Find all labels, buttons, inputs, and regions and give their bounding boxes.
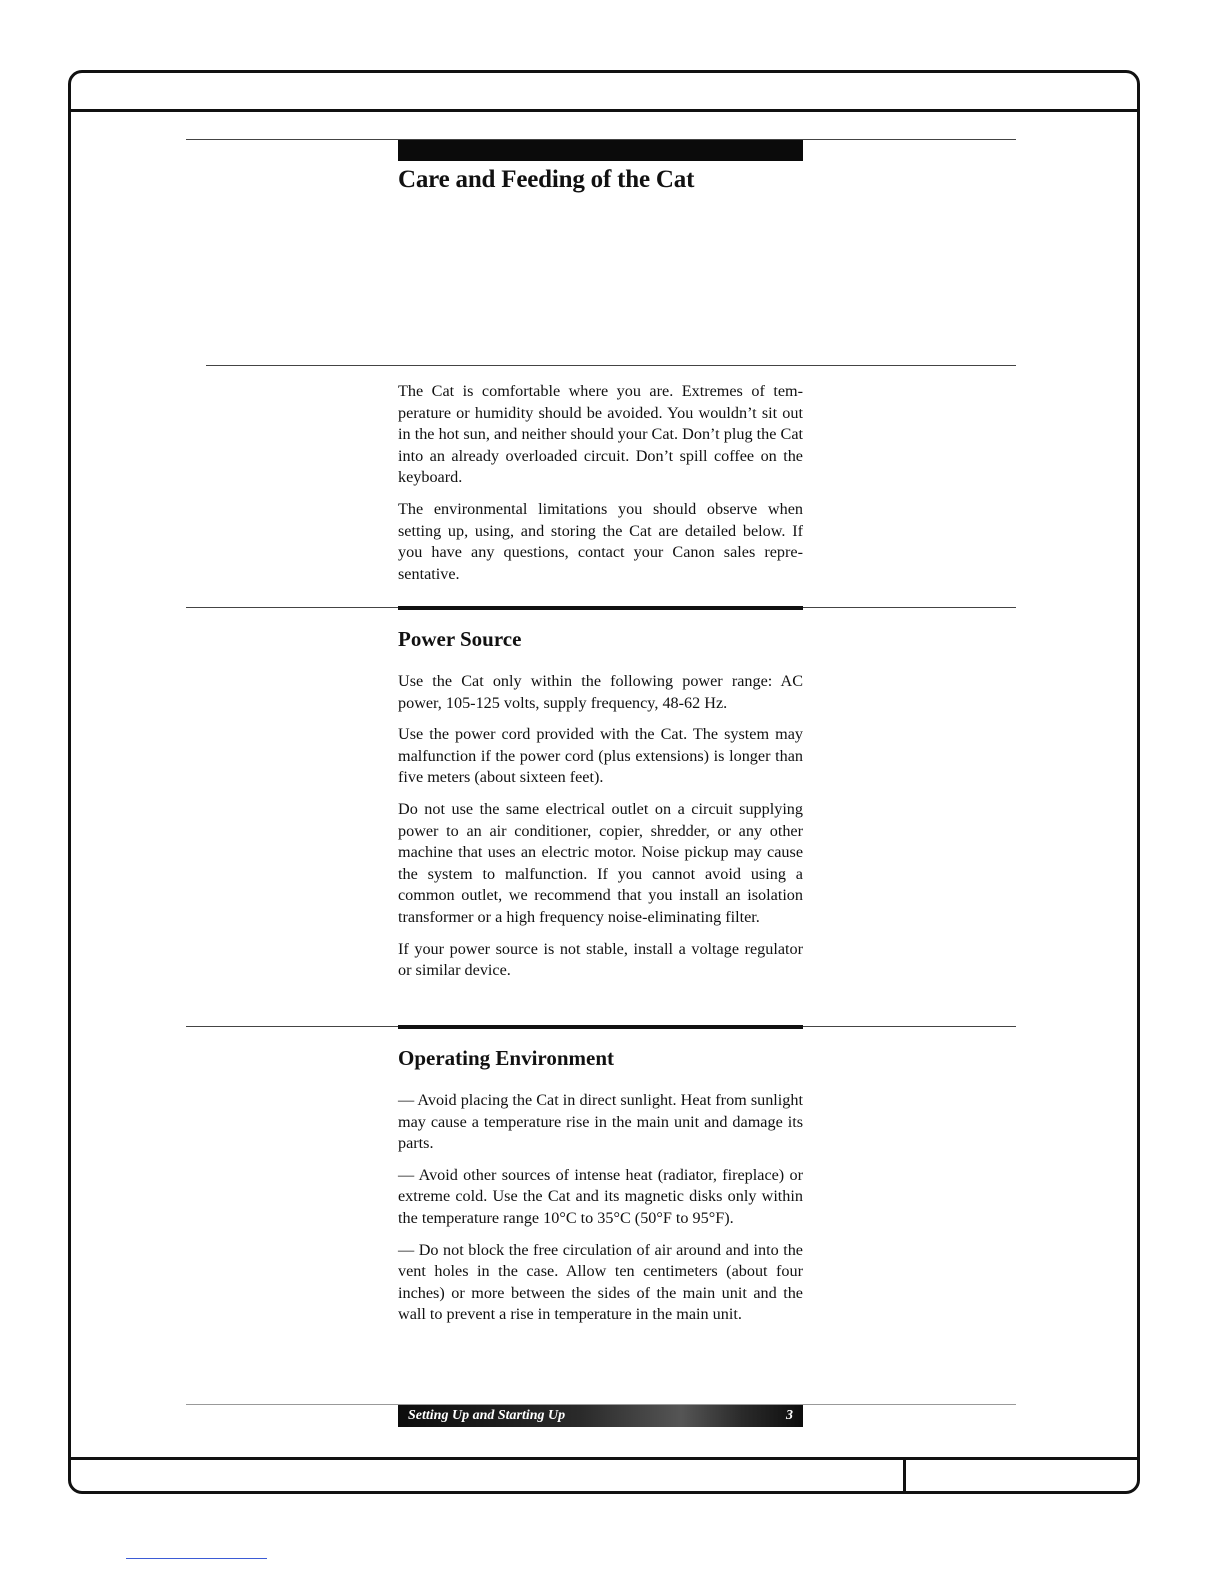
section-paragraph: Use the power cord provided with the Cat. The system may malfunction if the power cord (plus extensions) is longer than five meters (about sixteen feet). bbox=[398, 725, 803, 787]
section-operating-environment bbox=[398, 1046, 803, 1336]
intro-rule bbox=[206, 365, 1016, 366]
section-paragraph: Do not use the same electrical outlet on a circuit supplying power to an air conditioner, copier, shredder, or any other machine that uses an electric motor. Noise pickup may cause the system to malfunction. If you cannot avoid using a common outlet, we recommend that you install an isolation transformer or a high frequency noise-eliminating filter. bbox=[398, 799, 803, 926]
title-block bbox=[398, 166, 803, 194]
section-rule-thick bbox=[398, 606, 803, 610]
section-rule-thick bbox=[398, 1025, 803, 1029]
section-paragraph: — Avoid placing the Cat in direct sunlight. Heat from sunlight may cause a temperature rise in the main unit and damage its parts. bbox=[398, 1091, 803, 1153]
title-bar bbox=[398, 140, 803, 161]
section-heading: Operating Environment bbox=[398, 1046, 615, 1070]
intro-text bbox=[398, 381, 803, 595]
footer-page-number: 3 bbox=[786, 1408, 793, 1423]
page-title: Care and Feeding of the Cat bbox=[398, 166, 695, 193]
section-paragraph: If your power source is not stable, install a voltage regulator or similar device. bbox=[398, 939, 803, 980]
frame-footer-divider bbox=[903, 1457, 906, 1494]
footer-bar bbox=[398, 1405, 803, 1427]
footer-chapter-title: Setting Up and Starting Up bbox=[408, 1408, 566, 1423]
intro-paragraph: The environmental limitations you should observe when setting up, using, and storing the Cat are detailed below. If you have any questions, contact your Canon sales representative. bbox=[398, 499, 803, 583]
section-paragraph: — Avoid other sources of intense heat (radiator, fireplace) or extreme cold. Use the Cat and its magnetic disks only within the temperature range 10°C to 35°C (50°F to 95°F). bbox=[398, 1165, 803, 1227]
frame-header-rule bbox=[68, 109, 1140, 112]
intro-paragraph: The Cat is comfortable where you are. Extremes of temperature or humidity should be avoided. You wouldn’t sit out in the hot sun, and neither should your Cat. Don’t plug the Cat into an already overloaded circuit. Don’t spill coffee on the keyboard. bbox=[398, 382, 803, 487]
frame-footer-rule bbox=[68, 1457, 1140, 1460]
link-underline bbox=[126, 1558, 267, 1559]
section-paragraph: — Do not block the free circulation of air around and into the vent holes in the case. Allow ten centimeters (about four inches) or more between the sides of the main unit and the wall to prevent a rise in temperature in the main unit. bbox=[398, 1240, 803, 1324]
section-power-source bbox=[398, 627, 803, 992]
section-paragraph: Use the Cat only within the following power range: AC power, 105-125 volts, supply frequency, 48-62 Hz. bbox=[398, 672, 803, 712]
section-heading: Power Source bbox=[398, 627, 522, 651]
